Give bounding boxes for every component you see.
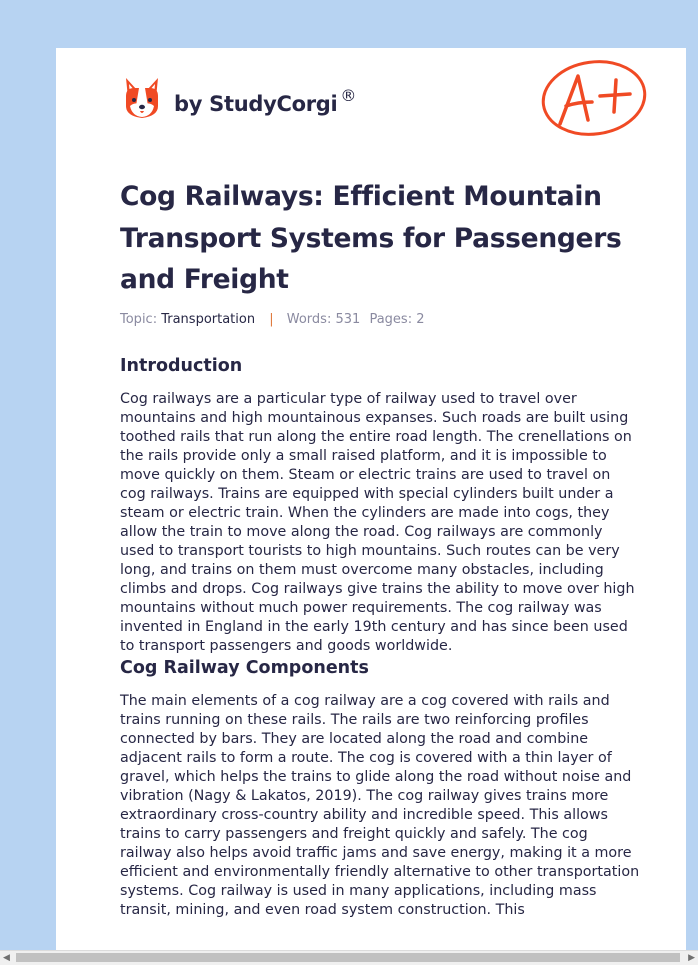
corgi-logo-icon (122, 76, 162, 120)
grade-a-plus-icon (538, 58, 648, 140)
horizontal-scrollbar[interactable] (0, 950, 698, 965)
brand-name[interactable] (174, 86, 357, 116)
section-body-components: The main elements of a cog railway are a cog covered with rails and trains running on these rails. The rails are two reinforcing profiles connected by bars. They are located along the road and combine adjacent rails to form a route. The cog is covered with a thin layer of gravel, which helps the trains to glide along the road without noise and vibration (Nagy & Lakatos, 2019). The cog railway gives trains more extraordinary cross-country ability and incredible speed. This allows trains to carry passengers and freight quickly and safely. The cog railway also helps avoid traffic jams and save energy, making it a more efficient and environmentally friendly alternative to other transportation systems. Cog railway is used in many applications, including mass transit, mining, and even road system construction. This (120, 693, 640, 918)
scroll-right-icon[interactable]: ▶ (688, 953, 695, 963)
topic-link[interactable]: Transportation (161, 312, 256, 327)
scrollbar-thumb[interactable] (16, 953, 680, 962)
topic-label: Topic: (120, 312, 158, 327)
document-meta (120, 312, 425, 327)
registered-mark: ® (340, 86, 357, 105)
document-page (56, 48, 686, 964)
meta-separator: | (269, 312, 274, 327)
pages-label: Pages: (369, 312, 413, 327)
section-body-introduction: Cog railways are a particular type of railway used to travel over mountains and high mountainous expanses. Such roads are built using toothed rails that run along the entire road length. The crenellations on the rails provide only a small raised platform, and it is impossible to move quickly on them. Steam or electric trains are used to travel on cog railways. Trains are equipped with special cylinders built under a steam or electric train. When the cylinders are made into cogs, they allow the train to move along the road. Cog railways are commonly used to transport tourists to high mountains. Such routes can be very long, and trains on them must overcome many obstacles, including climbs and drops. Cog railways give trains the ability to move over high mountains without much power requirements. The cog railway was invented in England in the early 19th century and has since been used to transport passengers and goods worldwide. (120, 391, 635, 654)
scroll-left-icon[interactable]: ◀ (3, 953, 10, 963)
words-count: 531 (335, 312, 361, 327)
section-heading-components: Cog Railway Components (120, 658, 369, 678)
brand-text: by StudyCorgi (174, 92, 338, 116)
document-body (120, 354, 640, 920)
section-heading-introduction: Introduction (120, 356, 243, 376)
words-label: Words: (286, 312, 332, 327)
page-title: Cog Railways: Efficient Mountain Transport Systems for Passengers and Freight (120, 181, 622, 295)
pages-count: 2 (416, 312, 425, 327)
